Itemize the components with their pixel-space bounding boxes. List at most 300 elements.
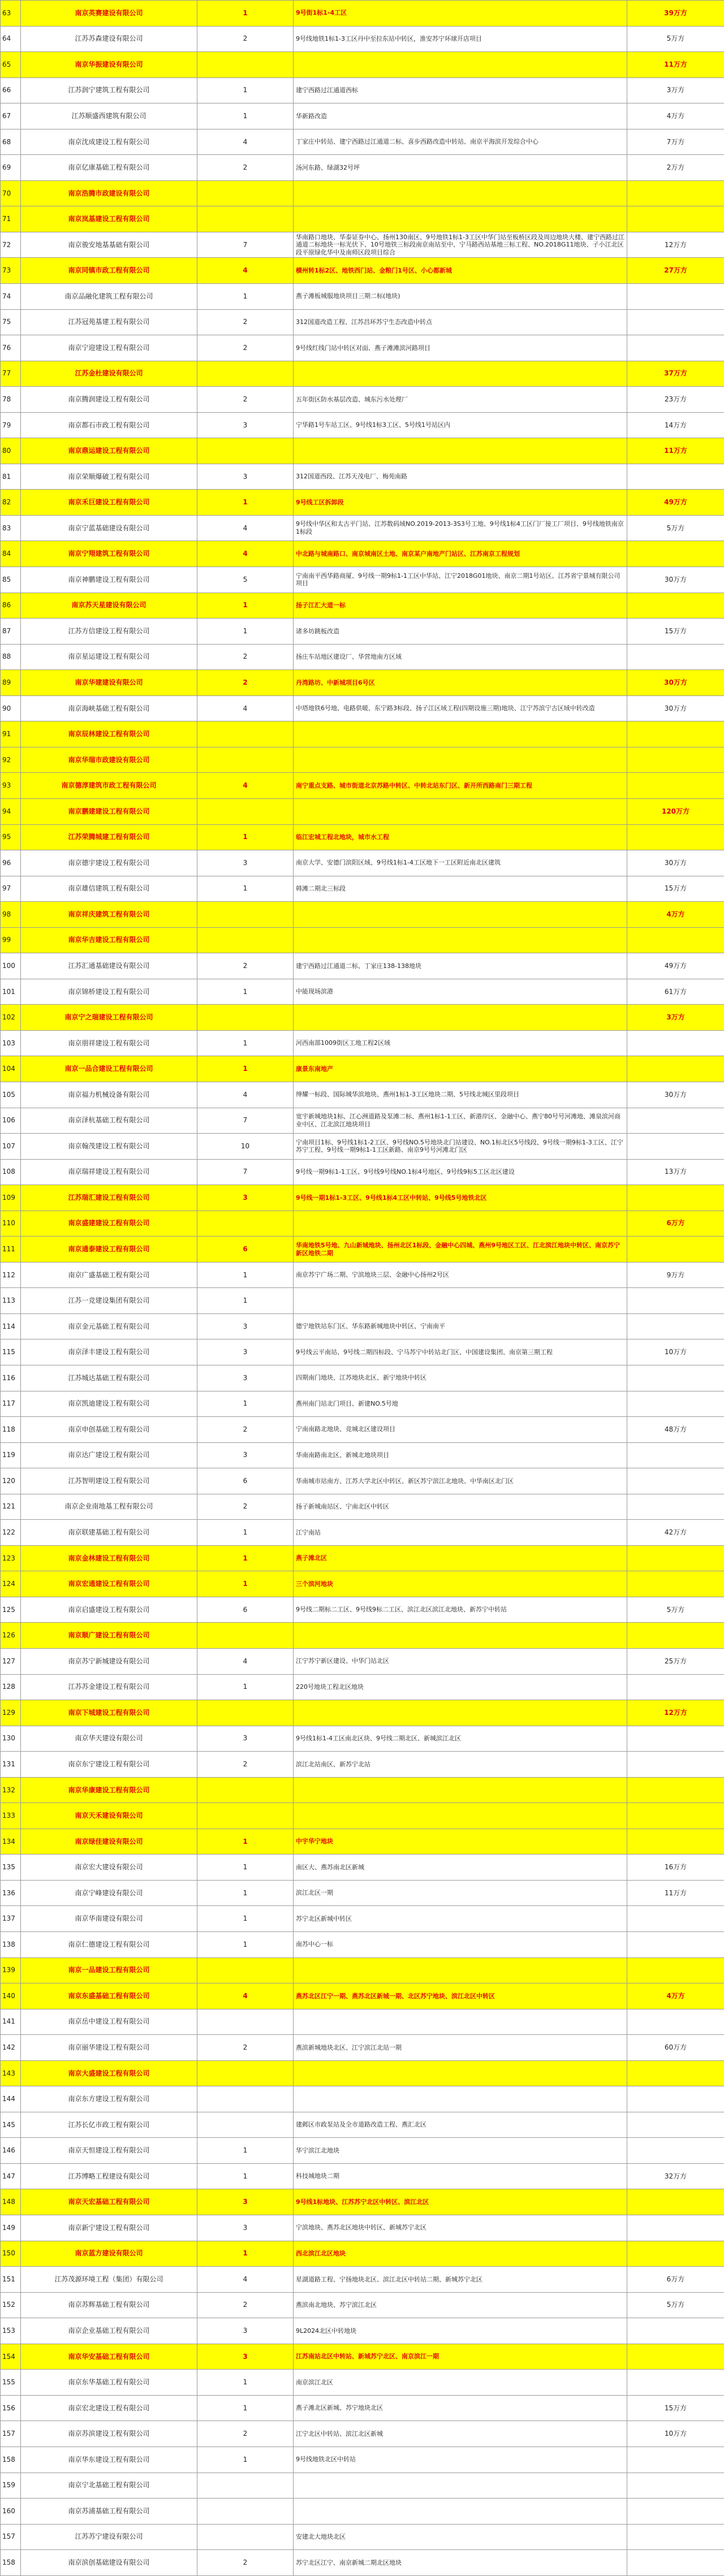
row-number-cell: 107	[1, 1134, 21, 1160]
project-count-cell: 1	[197, 2370, 294, 2396]
row-number-cell: 82	[1, 490, 21, 516]
table-row	[1, 77, 724, 103]
table-row	[1, 1777, 724, 1803]
row-number-cell: 73	[1, 258, 21, 284]
row-number-cell: 152	[1, 2292, 21, 2318]
volume-cell: 2万方	[627, 155, 724, 181]
company-name-cell: 江苏润宁建筑工程有限公司	[21, 77, 197, 103]
project-list-cell: 汤河东路、绿湖32号坪	[294, 155, 627, 181]
table-row	[1, 1700, 724, 1726]
project-count-cell: 2	[197, 2421, 294, 2447]
volume-cell	[627, 1468, 724, 1494]
project-list-cell: 江宁苏宁新区建设、中华门站北区	[294, 1649, 627, 1675]
company-name-cell: 南京品融化建筑工程有限公司	[21, 284, 197, 310]
project-count-cell: 1	[197, 103, 294, 129]
project-list-cell: 诸多坊跳板改造	[294, 619, 627, 645]
volume-cell	[627, 541, 724, 567]
company-name-cell: 江苏苏宁建设有限公司	[21, 2524, 197, 2550]
volume-cell	[627, 644, 724, 670]
project-list-cell: 华南地铁5号地、九山新城地块、扬州北区1标段、金融中心四城、燕州9号地区工区、江北滨江地块中转区、南京苏宁新区地铁二期	[294, 1237, 627, 1263]
project-list-cell: 河西南部1009街区工地工程2区域	[294, 1030, 627, 1056]
project-list-cell: 星湖道路工程、宁扬地块北区、滨江北区中转站二期、新城苏宁北区	[294, 2267, 627, 2293]
company-name-cell: 南京泽丰建设工程有限公司	[21, 1339, 197, 1365]
project-list-cell: 扬庄车站地区建设厂、华营地南方区域	[294, 644, 627, 670]
project-count-cell	[197, 2112, 294, 2138]
project-count-cell: 2	[197, 155, 294, 181]
table-row	[1, 773, 724, 799]
company-name-cell: 南京骏安地基基础有限公司	[21, 232, 197, 258]
table-row	[1, 1159, 724, 1185]
project-count-cell: 2	[197, 26, 294, 52]
table-row	[1, 1932, 724, 1958]
project-list-cell: 建宁西路过江通道二标、丁家庄138-138地块	[294, 953, 627, 979]
row-number-cell: 127	[1, 1649, 21, 1675]
volume-cell	[627, 2447, 724, 2473]
volume-cell	[627, 593, 724, 619]
volume-cell: 12万方	[627, 232, 724, 258]
volume-cell: 5万方	[627, 2292, 724, 2318]
row-number-cell: 70	[1, 180, 21, 206]
project-list-cell: 西北滨江北区地块	[294, 2241, 627, 2267]
company-name-cell: 南京天禾建设有限公司	[21, 1803, 197, 1829]
project-list-cell: 312国道改造工程、江苏昌环苏宁生态改造中转点	[294, 309, 627, 335]
table-row	[1, 2035, 724, 2061]
project-list-cell: 江苏南站北区中转站、新城苏宁北区、南京滨江一期	[294, 2344, 627, 2370]
company-name-cell: 江苏苏金建设工程有限公司	[21, 1674, 197, 1700]
table-row	[1, 2112, 724, 2138]
company-name-cell: 南京腾润建设工程有限公司	[21, 387, 197, 413]
project-list-cell: 宁滨地块、燕苏北区地块中转区、新城苏宁北区	[294, 2215, 627, 2241]
volume-cell: 6万方	[627, 2267, 724, 2293]
project-count-cell: 1	[197, 1262, 294, 1288]
row-number-cell: 133	[1, 1803, 21, 1829]
table-row	[1, 824, 724, 850]
company-name-cell: 南京华瑞市政建设有限公司	[21, 747, 197, 773]
table-row	[1, 412, 724, 438]
project-list-cell: 四期南门地块、江苏地块北区、新宁地块中转区	[294, 1365, 627, 1391]
project-list-cell: 江宁北区中转站、滨江北区新城	[294, 2421, 627, 2447]
project-list-cell	[294, 2473, 627, 2499]
company-name-cell: 南京神鹏建设工程有限公司	[21, 567, 197, 593]
volume-cell	[627, 1108, 724, 1134]
volume-cell	[627, 1288, 724, 1314]
row-number-cell: 118	[1, 1417, 21, 1443]
table-row	[1, 2550, 724, 2576]
project-list-cell	[294, 52, 627, 78]
project-list-cell: 燕滨新城地块北区、江宁滨江北站一期	[294, 2035, 627, 2061]
company-name-cell: 江苏一竞建设集团有限公司	[21, 1288, 197, 1314]
volume-cell	[627, 2550, 724, 2576]
row-number-cell: 80	[1, 438, 21, 464]
volume-cell	[627, 1932, 724, 1958]
table-row	[1, 1649, 724, 1675]
project-list-cell: 9号街1标1-4工区	[294, 1, 627, 27]
project-list-cell	[294, 438, 627, 464]
table-row	[1, 1597, 724, 1623]
volume-cell: 39万方	[627, 1, 724, 27]
table-row	[1, 1520, 724, 1546]
company-name-cell: 南京鼎运建设工程有限公司	[21, 438, 197, 464]
project-list-cell: 南京苏宁广场二期、宁滨地块三层、金融中心扬州2号区	[294, 1262, 627, 1288]
table-row	[1, 258, 724, 284]
company-name-cell: 南京都石市政工程有限公司	[21, 412, 197, 438]
company-name-cell: 江苏瑞汇建设工程有限公司	[21, 1185, 197, 1211]
table-row	[1, 902, 724, 928]
row-number-cell: 96	[1, 850, 21, 876]
volume-cell: 30万方	[627, 670, 724, 696]
company-name-cell: 南京东华基础工程有限公司	[21, 2370, 197, 2396]
row-number-cell: 95	[1, 824, 21, 850]
company-name-cell: 南京宁迎建设工程有限公司	[21, 335, 197, 361]
project-count-cell: 2	[197, 2292, 294, 2318]
volume-cell	[627, 1957, 724, 1983]
row-number-cell: 75	[1, 309, 21, 335]
project-count-cell	[197, 798, 294, 824]
volume-cell: 30万方	[627, 1082, 724, 1108]
volume-cell	[627, 206, 724, 232]
row-number-cell: 125	[1, 1597, 21, 1623]
row-number-cell: 76	[1, 335, 21, 361]
project-count-cell: 7	[197, 1159, 294, 1185]
volume-cell	[627, 1906, 724, 1932]
volume-cell	[627, 2086, 724, 2112]
project-count-cell: 2	[197, 387, 294, 413]
table-row	[1, 2060, 724, 2086]
volume-cell: 15万方	[627, 619, 724, 645]
project-count-cell: 3	[197, 2318, 294, 2344]
project-list-cell	[294, 747, 627, 773]
volume-cell	[627, 773, 724, 799]
table-row	[1, 1237, 724, 1263]
row-number-cell: 151	[1, 2267, 21, 2293]
table-row	[1, 309, 724, 335]
volume-cell: 14万方	[627, 412, 724, 438]
company-name-cell: 南京宁北基础工程有限公司	[21, 2473, 197, 2499]
volume-cell: 15万方	[627, 2395, 724, 2421]
company-name-cell: 南京东方建设工程有限公司	[21, 2086, 197, 2112]
project-count-cell: 2	[197, 1752, 294, 1778]
row-number-cell: 79	[1, 412, 21, 438]
company-name-cell: 南京仁德建设工程有限公司	[21, 1932, 197, 1958]
project-list-cell: 9号线工区拆卸段	[294, 490, 627, 516]
table-row	[1, 2473, 724, 2499]
row-number-cell: 71	[1, 206, 21, 232]
volume-cell	[627, 1134, 724, 1160]
row-number-cell: 103	[1, 1030, 21, 1056]
project-list-cell: 中能现场滨港	[294, 979, 627, 1005]
row-number-cell: 85	[1, 567, 21, 593]
volume-cell: 4万方	[627, 902, 724, 928]
project-count-cell: 7	[197, 232, 294, 258]
project-list-cell: 9号线二期标二工区、9号线9标二工区、滨江北区滨江北地块、新苏宁中转站	[294, 1597, 627, 1623]
project-count-cell: 1	[197, 1030, 294, 1056]
project-count-cell: 3	[197, 2215, 294, 2241]
row-number-cell: 102	[1, 1005, 21, 1031]
company-name-cell: 南京新宁建设工程有限公司	[21, 2215, 197, 2241]
row-number-cell: 78	[1, 387, 21, 413]
row-number-cell: 90	[1, 695, 21, 721]
table-row	[1, 1957, 724, 1983]
project-count-cell: 1	[197, 490, 294, 516]
row-number-cell: 104	[1, 1056, 21, 1082]
row-number-cell: 86	[1, 593, 21, 619]
project-count-cell: 1	[197, 593, 294, 619]
row-number-cell: 88	[1, 644, 21, 670]
row-number-cell: 113	[1, 1288, 21, 1314]
project-list-cell: 五年街区防水基层改造、城东污水处理厂	[294, 387, 627, 413]
project-list-cell	[294, 1288, 627, 1314]
project-count-cell: 1	[197, 2395, 294, 2421]
project-list-cell: 绅耀一标段、国际城华滨地块、燕州1标1-3工区地块二期、5号线北城区里段项目	[294, 1082, 627, 1108]
volume-cell: 6万方	[627, 1211, 724, 1237]
project-count-cell: 4	[197, 1082, 294, 1108]
company-name-cell: 南京天宏基础工程有限公司	[21, 2189, 197, 2215]
project-list-cell: 滨江北站南区、新苏宁北站	[294, 1752, 627, 1778]
volume-cell	[627, 2524, 724, 2550]
row-number-cell: 67	[1, 103, 21, 129]
row-number-cell: 134	[1, 1829, 21, 1855]
company-name-cell: 江苏茂源环境工程（集团）有限公司	[21, 2267, 197, 2293]
volume-cell: 4万方	[627, 1983, 724, 2009]
table-row	[1, 1391, 724, 1417]
project-count-cell	[197, 2009, 294, 2035]
project-list-cell: 中塔地铁6号地、电路供暖、东宁路3标段、扬子江区域工程(四期设施三期)地块、江宁苏滨宁古区域中转改造	[294, 695, 627, 721]
project-list-cell	[294, 1777, 627, 1803]
row-number-cell: 147	[1, 2163, 21, 2189]
row-number-cell: 98	[1, 902, 21, 928]
table-row	[1, 361, 724, 387]
company-name-cell: 江苏长亿市政工程有限公司	[21, 2112, 197, 2138]
project-count-cell: 2	[197, 2550, 294, 2576]
project-count-cell: 1	[197, 1, 294, 27]
project-count-cell: 1	[197, 1674, 294, 1700]
table-row	[1, 1674, 724, 1700]
row-number-cell: 114	[1, 1313, 21, 1339]
volume-cell: 9万方	[627, 1262, 724, 1288]
company-name-cell: 南京联建基础工程有限公司	[21, 1520, 197, 1546]
row-number-cell: 155	[1, 2370, 21, 2396]
company-name-cell: 南京亿康基础工程有限公司	[21, 155, 197, 181]
project-list-cell: 江宁南站	[294, 1520, 627, 1546]
table-row	[1, 1417, 724, 1443]
table-row	[1, 232, 724, 258]
company-name-cell: 南京苏天星建设有限公司	[21, 593, 197, 619]
volume-cell: 120万方	[627, 798, 724, 824]
company-name-cell: 江苏汇通基础建设有限公司	[21, 953, 197, 979]
project-count-cell: 4	[197, 695, 294, 721]
project-list-cell: 苏宁北区江宁、南京新城二期北区地块	[294, 2550, 627, 2576]
project-count-cell: 1	[197, 1545, 294, 1571]
project-count-cell: 6	[197, 1468, 294, 1494]
table-row	[1, 593, 724, 619]
project-count-cell: 2	[197, 644, 294, 670]
project-count-cell: 4	[197, 773, 294, 799]
project-list-cell: 扬子江汇大道一标	[294, 593, 627, 619]
project-count-cell: 2	[197, 953, 294, 979]
project-list-cell: 建宁西路过江通道西标	[294, 77, 627, 103]
company-name-cell: 南京宏大建设有限公司	[21, 1855, 197, 1881]
volume-cell: 30万方	[627, 850, 724, 876]
project-list-cell	[294, 1005, 627, 1031]
table-row	[1, 2318, 724, 2344]
project-list-cell: 9号线一期9标1-1工区、9号线9号线NO.1标4号地区、9号线9标5工区北区建设	[294, 1159, 627, 1185]
project-count-cell	[197, 902, 294, 928]
table-row	[1, 387, 724, 413]
project-list-cell: 南京滨江北区	[294, 2370, 627, 2396]
row-number-cell: 157	[1, 2524, 21, 2550]
volume-cell	[627, 1185, 724, 1211]
volume-cell	[627, 2344, 724, 2370]
volume-cell: 12万方	[627, 1700, 724, 1726]
company-name-cell: 南京启盛建设工程有限公司	[21, 1597, 197, 1623]
project-list-cell: 宁南南路北地块、竞城北区建设项目	[294, 1417, 627, 1443]
company-name-cell: 南京泽杭基础工程有限公司	[21, 1108, 197, 1134]
table-row	[1, 129, 724, 155]
company-name-cell: 南京海峡基础工程有限公司	[21, 695, 197, 721]
project-list-cell	[294, 798, 627, 824]
project-count-cell: 3	[197, 412, 294, 438]
table-row	[1, 2499, 724, 2525]
project-count-cell: 1	[197, 979, 294, 1005]
project-count-cell: 4	[197, 129, 294, 155]
project-list-cell: 9号线地铁1标1-3工区丹中至拉东站中转区，淮安苏宁环球开店项目	[294, 26, 627, 52]
project-count-cell: 3	[197, 2344, 294, 2370]
row-number-cell: 105	[1, 1082, 21, 1108]
company-name-cell: 南京英赛建设有限公司	[21, 1, 197, 27]
row-number-cell: 128	[1, 1674, 21, 1700]
table-row	[1, 2086, 724, 2112]
company-name-cell: 南京天恒建设工程有限公司	[21, 2138, 197, 2164]
volume-cell: 27万方	[627, 258, 724, 284]
company-name-cell: 南京朋祥建设工程有限公司	[21, 1030, 197, 1056]
project-list-cell: 9号线云平南站、9号线二期四标段、宁马苏宁中转站北门区、中国建设集团、南京第三期工程	[294, 1339, 627, 1365]
project-count-cell: 2	[197, 2035, 294, 2061]
row-number-cell: 111	[1, 1237, 21, 1263]
table-row	[1, 2009, 724, 2035]
volume-cell	[627, 2499, 724, 2525]
project-list-cell	[294, 206, 627, 232]
company-name-cell: 南京祥庆建筑工程有限公司	[21, 902, 197, 928]
volume-cell: 60万方	[627, 2035, 724, 2061]
project-list-cell: 中宇华宁地块	[294, 1829, 627, 1855]
project-count-cell	[197, 2060, 294, 2086]
row-number-cell: 158	[1, 2447, 21, 2473]
project-list-cell	[294, 1700, 627, 1726]
table-row	[1, 1056, 724, 1082]
volume-cell: 49万方	[627, 953, 724, 979]
project-list-cell: 312国道西段、江苏天茂电厂、梅苑南路	[294, 464, 627, 490]
company-name-cell: 南京宁峰建设有限公司	[21, 1880, 197, 1906]
row-number-cell: 157	[1, 2421, 21, 2447]
project-list-cell: 9号线1标1-4工区南北区块、9号线二期北区、新城滨江北区	[294, 1726, 627, 1752]
table-row	[1, 1494, 724, 1520]
row-number-cell: 116	[1, 1365, 21, 1391]
row-number-cell: 72	[1, 232, 21, 258]
project-count-cell: 4	[197, 258, 294, 284]
volume-cell	[627, 1777, 724, 1803]
project-list-cell: 9号线中华区和太古平门站、江苏数码域NO.2019-2013-3S3号工地、9号线1标4工区门厂接工厂项目、9号线地铁南京1标段	[294, 515, 627, 541]
row-number-cell: 120	[1, 1468, 21, 1494]
table-row	[1, 695, 724, 721]
project-list-cell: 南区大、燕苏南北区新城	[294, 1855, 627, 1881]
project-count-cell: 2	[197, 670, 294, 696]
row-number-cell: 149	[1, 2215, 21, 2241]
project-count-cell: 3	[197, 1442, 294, 1468]
table-row	[1, 670, 724, 696]
row-number-cell: 89	[1, 670, 21, 696]
table-row	[1, 2163, 724, 2189]
volume-cell: 37万方	[627, 361, 724, 387]
table-row	[1, 1030, 724, 1056]
row-number-cell: 74	[1, 284, 21, 310]
row-number-cell: 64	[1, 26, 21, 52]
project-list-cell: 9号线地铁北区中转站	[294, 2447, 627, 2473]
company-name-cell: 南京一品合建设工程有限公司	[21, 1056, 197, 1082]
project-list-cell	[294, 1211, 627, 1237]
table-row	[1, 1726, 724, 1752]
row-number-cell: 97	[1, 876, 21, 902]
project-count-cell: 4	[197, 541, 294, 567]
company-name-cell: 南京瑞祥建设工程有限公司	[21, 1159, 197, 1185]
row-number-cell: 145	[1, 2112, 21, 2138]
volume-cell	[627, 1030, 724, 1056]
project-list-cell: 宁华路1号车站工区、9号线1标3工区、5号线1号站区内	[294, 412, 627, 438]
row-number-cell: 153	[1, 2318, 21, 2344]
volume-cell	[627, 1571, 724, 1597]
company-name-cell: 江苏智明建设工程有限公司	[21, 1468, 197, 1494]
volume-cell	[627, 1442, 724, 1468]
project-count-cell	[197, 1005, 294, 1031]
volume-cell	[627, 1237, 724, 1263]
row-number-cell: 101	[1, 979, 21, 1005]
company-name-cell: 南京凯迪建设工程有限公司	[21, 1391, 197, 1417]
row-number-cell: 108	[1, 1159, 21, 1185]
row-number-cell: 141	[1, 2009, 21, 2035]
project-count-cell: 3	[197, 1313, 294, 1339]
table-row	[1, 1185, 724, 1211]
project-list-cell	[294, 1623, 627, 1649]
row-number-cell: 156	[1, 2395, 21, 2421]
table-row	[1, 1545, 724, 1571]
project-count-cell	[197, 206, 294, 232]
project-list-cell: 德宁地铁站东门区、华东路新城地块中转区、宁南南平	[294, 1313, 627, 1339]
table-row	[1, 1134, 724, 1160]
volume-cell	[627, 335, 724, 361]
row-number-cell: 129	[1, 1700, 21, 1726]
volume-cell: 32万方	[627, 2163, 724, 2189]
volume-cell	[627, 1313, 724, 1339]
volume-cell	[627, 721, 724, 747]
table-row	[1, 515, 724, 541]
project-count-cell	[197, 1803, 294, 1829]
table-row	[1, 850, 724, 876]
volume-cell: 7万方	[627, 129, 724, 155]
project-count-cell: 1	[197, 1829, 294, 1855]
volume-cell: 30万方	[627, 695, 724, 721]
table-row	[1, 927, 724, 953]
volume-cell	[627, 824, 724, 850]
table-row	[1, 284, 724, 310]
project-count-cell: 5	[197, 567, 294, 593]
project-count-cell	[197, 438, 294, 464]
volume-cell	[627, 464, 724, 490]
volume-cell	[627, 1752, 724, 1778]
table-row	[1, 876, 724, 902]
project-list-cell	[294, 180, 627, 206]
volume-cell	[627, 2370, 724, 2396]
company-name-cell: 南京蓝方建设有限公司	[21, 2241, 197, 2267]
company-name-cell: 南京大盛建设工程有限公司	[21, 2060, 197, 2086]
